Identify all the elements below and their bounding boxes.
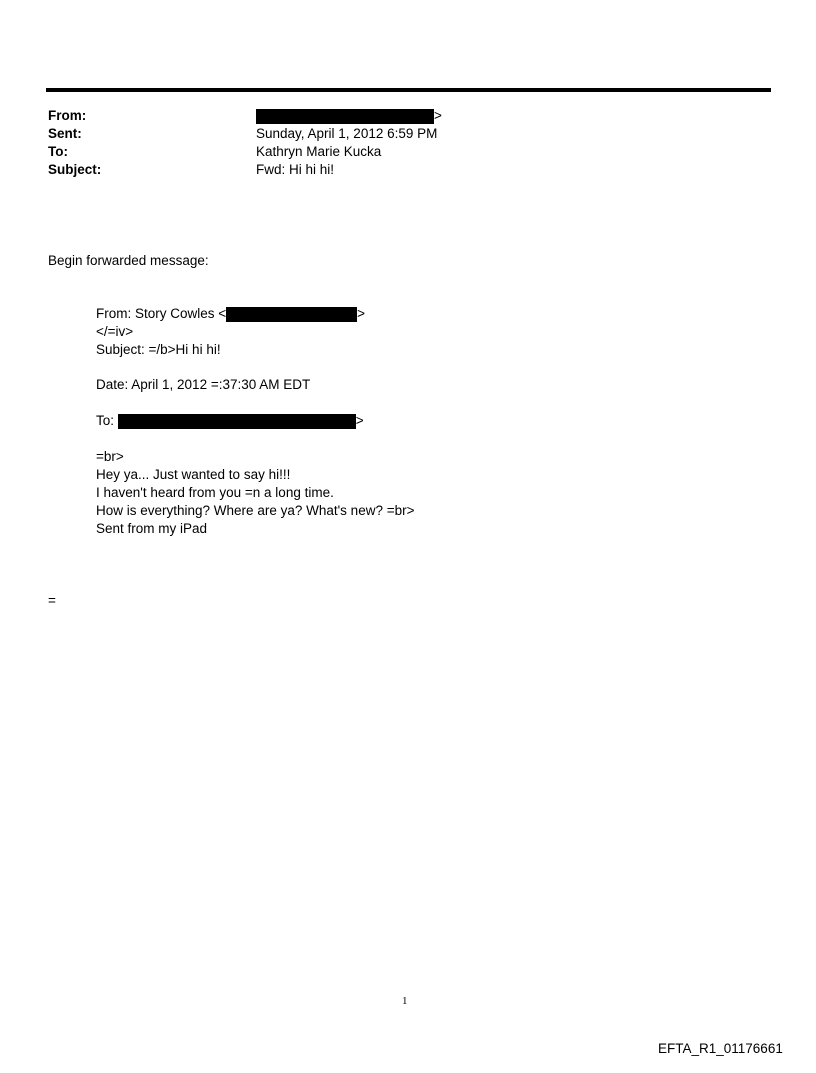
page-number: 1 <box>402 995 408 1007</box>
to-label: To: <box>48 144 68 159</box>
from-label: From: <box>48 108 87 123</box>
from-redaction <box>256 109 434 124</box>
subject-label: Subject: <box>48 162 102 177</box>
forwarded-to-line <box>96 412 364 430</box>
forwarded-from-prefix: From: Story Cowles < <box>96 306 227 321</box>
forwarded-subject: Subject: =/b>Hi hi hi! <box>96 342 221 357</box>
message-line: I haven't heard from you =n a long time. <box>96 485 334 500</box>
trailing-equals: = <box>48 593 56 608</box>
header-rule <box>46 88 771 92</box>
to-value: Kathryn Marie Kucka <box>256 144 382 159</box>
br-line: =br> <box>96 449 124 464</box>
message-line: Sent from my iPad <box>96 521 208 536</box>
forward-intro: Begin forwarded message: <box>48 253 209 268</box>
from-value <box>256 107 442 125</box>
forwarded-to-suffix: > <box>355 413 364 428</box>
forwarded-from-suffix: > <box>357 306 366 321</box>
forwarded-date: Date: April 1, 2012 =:37:30 AM EDT <box>96 377 311 392</box>
forwarded-to-prefix: To: <box>96 413 118 428</box>
forwarded-from-redaction <box>226 307 357 322</box>
message-line: How is everything? Where are ya? What's new? =br> <box>96 503 415 518</box>
forwarded-from-line <box>96 305 365 323</box>
forwarded-div-line: </=iv> <box>96 324 134 339</box>
from-suffix: > <box>434 108 442 123</box>
subject-value: Fwd: Hi hi hi! <box>256 162 335 177</box>
sent-label: Sent: <box>48 126 82 141</box>
bates-number: EFTA_R1_01176661 <box>658 1041 783 1056</box>
sent-value: Sunday, April 1, 2012 6:59 PM <box>256 126 438 141</box>
message-line: Hey ya... Just wanted to say hi!!! <box>96 467 291 482</box>
forwarded-to-redaction <box>118 414 356 429</box>
